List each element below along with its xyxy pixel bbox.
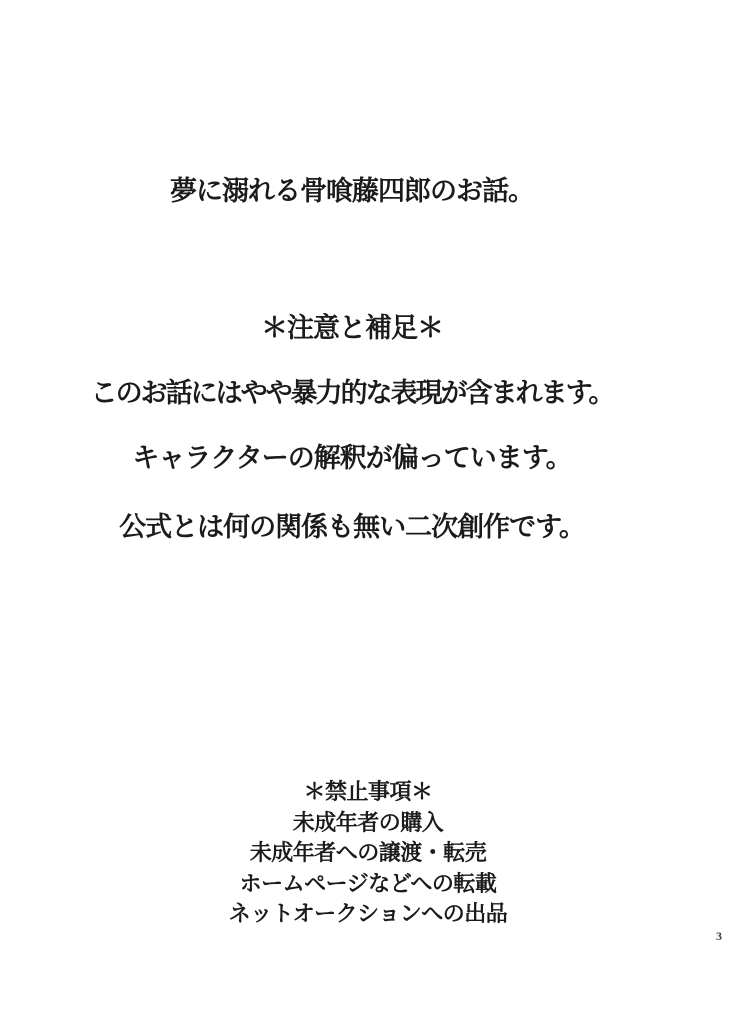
prohibitions-section — [0, 777, 736, 930]
page-title: 夢に溺れる骨喰藤四郎のお話。 — [170, 176, 534, 206]
prohibition-item: 未成年者への譲渡・転売 — [249, 840, 487, 865]
page-number: 3 — [716, 929, 722, 943]
note-line: 公式とは何の関係も無い二次創作です。 — [119, 512, 585, 542]
prohibitions-header: ＊禁止事項＊ — [303, 779, 433, 804]
prohibition-item: ネットオークションへの出品 — [228, 901, 508, 926]
prohibition-item: 未成年者の購入 — [292, 809, 444, 835]
prohibition-item: ホームページなどへの転載 — [239, 870, 497, 896]
notes-section-header: ＊注意と補足＊ — [261, 313, 443, 343]
note-line: キャラクターの解釈が偏っています。 — [132, 443, 572, 473]
note-line: このお話にはやや暴力的な表現が含まれます。 — [90, 378, 614, 408]
